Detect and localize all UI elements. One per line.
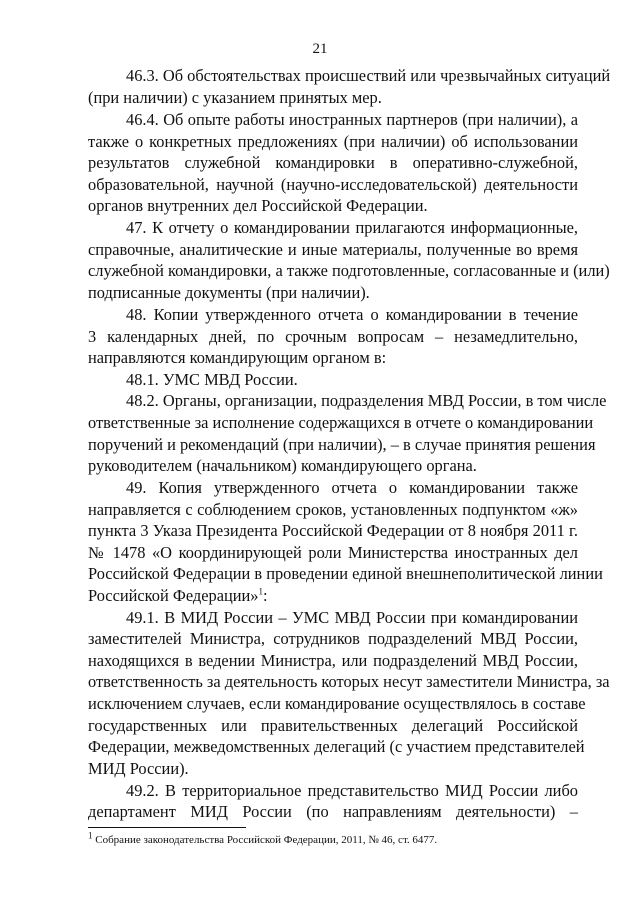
text-line: поручений и рекомендаций (при наличии), – в случае принятия решения (88, 435, 596, 454)
footnote-reference-suffix: : (262, 586, 268, 605)
text-line: 49.2. В территориальное представительство МИД России либо (126, 781, 578, 800)
text-line: (при наличии) с указанием принятых мер. (88, 88, 382, 107)
text-line: государственных или правительственных делегаций Российской (88, 716, 578, 735)
text-line: руководителем (начальником) командирующего органа. (88, 456, 477, 475)
text-line: 49.1. В МИД России – УМС МВД России при командировании (126, 608, 578, 627)
text-line: 46.4. Об опыте работы иностранных партнеров (при наличии), а (126, 110, 578, 129)
text-line: 47. К отчету о командировании прилагаются информационные, (126, 218, 578, 237)
text-line: пункта 3 Указа Президента Российской Федерации от 8 ноября 2011 г. (88, 521, 578, 540)
text-line: находящихся в ведении Министра, или подразделений МВД России, (88, 651, 578, 670)
text-line: 46.3. Об обстоятельствах происшествий или чрезвычайных ситуаций (126, 66, 611, 85)
text-line: направляется с соблюдением сроков, установленных подпунктом «ж» (88, 500, 578, 519)
text-line: результатов служебной командировки в оперативно-служебной, (88, 153, 578, 172)
text-line: ответственность за деятельность которых несут заместители Министра, за (88, 672, 610, 691)
text-line: заместителей Министра, сотрудников подразделений МВД России, (88, 629, 578, 648)
text-line: Федерации, межведомственных делегаций (с участием представителей (88, 737, 585, 756)
footnote (88, 830, 578, 847)
text-line-content: Российской Федерации» (88, 586, 259, 605)
text-line: МИД России). (88, 759, 189, 778)
text-line: ответственные за исполнение содержащихся в отчете о командировании (88, 413, 594, 432)
text-line: № 1478 «О координирующей роли Министерства иностранных дел (88, 543, 578, 562)
footnote-marker: 1 (88, 830, 93, 841)
text-line: образовательной, научной (научно-исследовательской) деятельности (88, 175, 578, 194)
text-line: 48.1. УМС МВД России. (126, 370, 298, 389)
text-line: органов внутренних дел Российской Федерации. (88, 196, 428, 215)
text-line: Российской Федерации в проведении единой внешнеполитической линии (88, 564, 603, 583)
text-line (88, 586, 578, 606)
text-line: 48.2. Органы, организации, подразделения МВД России, в том числе (126, 391, 607, 410)
footnote-reference: 1 (258, 586, 263, 597)
text-line: справочные, аналитические и иные материалы, полученные во время (88, 240, 578, 259)
text-line: 48. Копии утвержденного отчета о командировании в течение (126, 305, 578, 324)
text-line: также о конкретных предложениях (при наличии) об использовании (88, 132, 578, 151)
text-line: служебной командировки, а также подготовленные, согласованные и (или) (88, 261, 610, 280)
text-line: департамент МИД России (по направлениям деятельности) – (88, 802, 578, 821)
text-line: подписанные документы (при наличии). (88, 283, 370, 302)
text-line: 49. Копия утвержденного отчета о командировании также (126, 478, 578, 497)
text-line: исключением случаев, если командирование осуществлялось в составе (88, 694, 586, 713)
text-line: направляются командирующим органом в: (88, 348, 387, 367)
text-line: 3 календарных дней, по срочным вопросам – незамедлительно, (88, 327, 578, 346)
footnote-text: Собрание законодательства Российской Федерации, 2011, № 46, ст. 6477. (95, 834, 438, 846)
footnote-divider (88, 827, 246, 828)
page-number: 21 (312, 41, 328, 57)
